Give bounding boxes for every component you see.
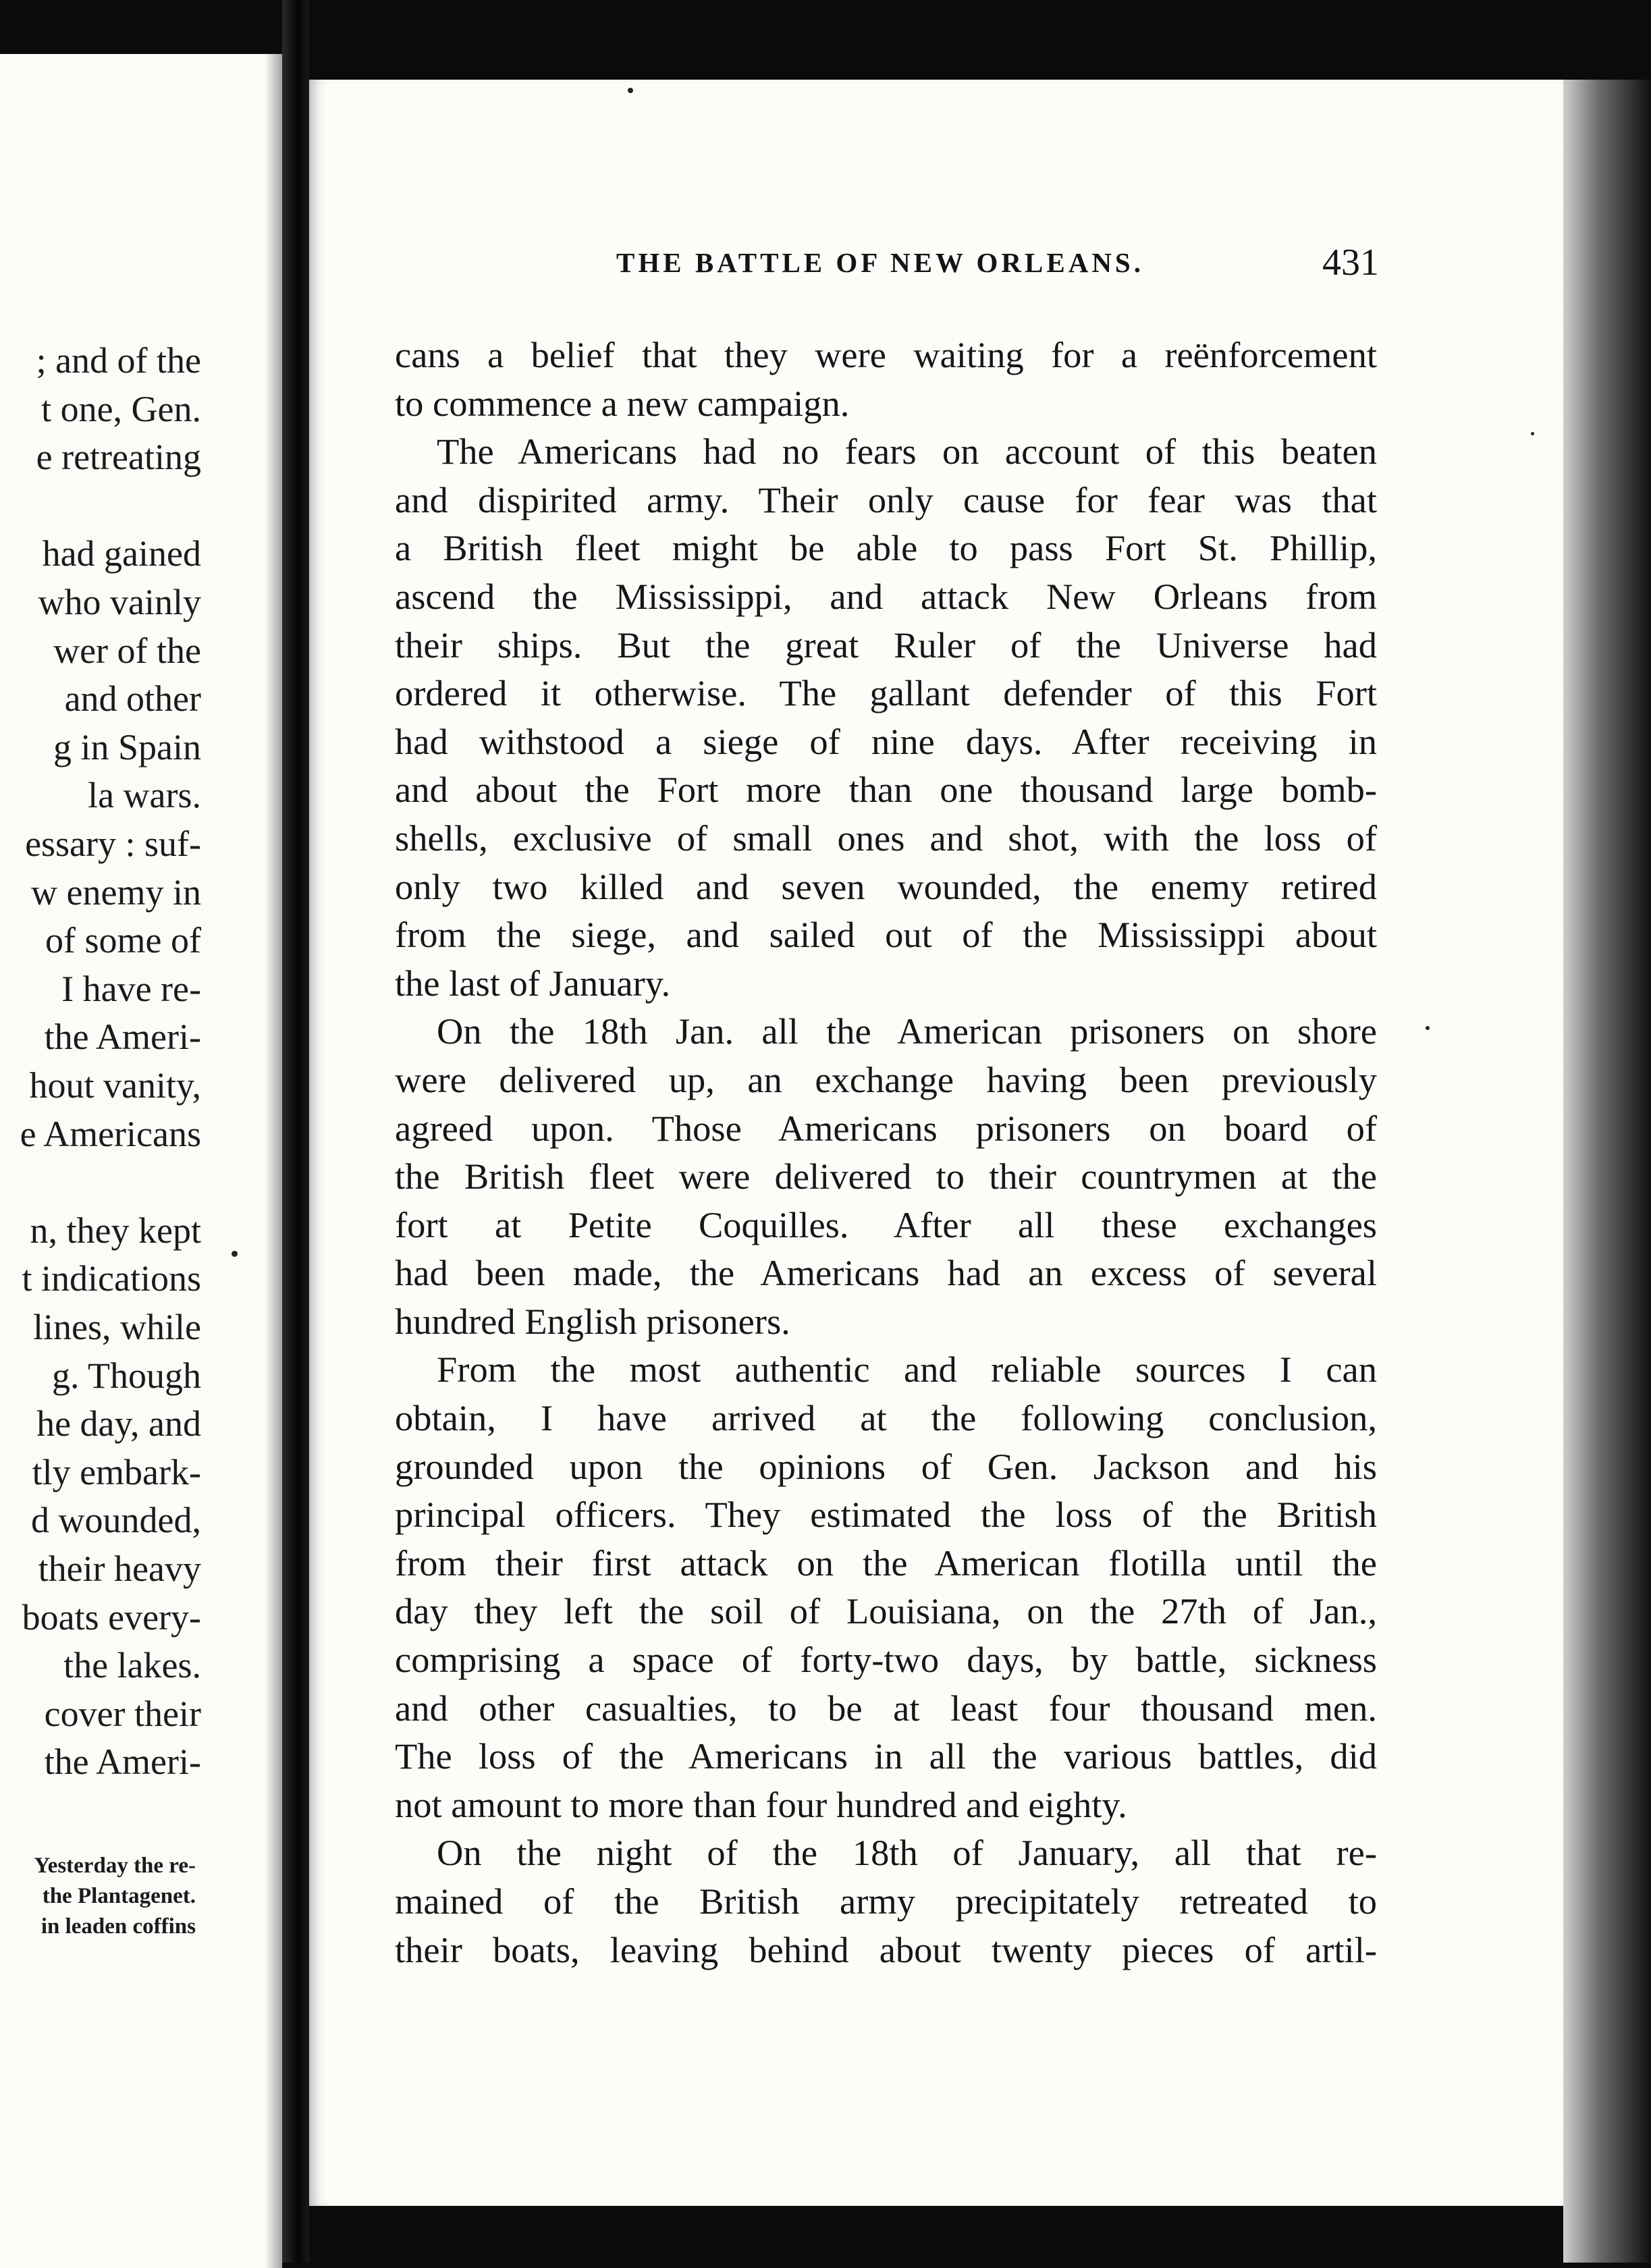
text-line: shells, exclusive of small ones and shot, with the loss of	[395, 817, 1377, 859]
text-line: to commence a new campaign.	[395, 382, 850, 424]
text-line: cans a belief that they were waiting for a reënforcement	[395, 334, 1377, 375]
left-page-line: boats every-	[22, 1596, 201, 1638]
text-line: The Americans had no fears on account of this beaten	[437, 431, 1377, 473]
left-page-line: tly embark-	[32, 1451, 201, 1492]
text-line: obtain, I have arrived at the following conclusion,	[395, 1397, 1377, 1439]
paragraph	[395, 1345, 1377, 1829]
text-line: were delivered up, an exchange having been previously	[395, 1058, 1377, 1100]
scan-speck	[1426, 1026, 1430, 1030]
left-page-line: the lakes.	[63, 1645, 201, 1686]
text-line: had withstood a siege of nine days. After receiving in	[395, 720, 1377, 762]
running-title: THE BATTLE OF NEW ORLEANS.	[616, 247, 1144, 278]
left-page-line: who vainly	[38, 582, 201, 622]
scan-speck	[1531, 432, 1534, 435]
text-line: On the night of the 18th of January, all that re-	[437, 1832, 1377, 1874]
left-page-line: I have re-	[61, 968, 201, 1009]
left-page-line: t indications	[22, 1258, 201, 1299]
text-line: their boats, leaving behind about twenty pieces of artil-	[395, 1928, 1377, 1970]
left-page-line: g in Spain	[53, 726, 201, 767]
text-line: and other casualties, to be at least four thousand men.	[395, 1687, 1377, 1729]
paragraph	[395, 331, 1377, 427]
left-page-line: had gained	[42, 533, 201, 574]
left-page-line: essary : suf-	[25, 824, 201, 864]
text-line: their ships. But the great Ruler of the Universe had	[395, 624, 1377, 666]
left-page-line: their heavy	[38, 1548, 201, 1589]
left-page-line: g. Though	[51, 1355, 201, 1396]
body-text	[395, 331, 1377, 1974]
text-line: day they left the soil of Louisiana, on the 27th of Jan.,	[395, 1590, 1377, 1632]
page-edge-shadow	[1563, 80, 1651, 2263]
text-line: fort at Petite Coquilles. After all these exchanges	[395, 1204, 1377, 1245]
left-page-line: ; and of the	[36, 340, 201, 381]
left-page-line: cover their	[44, 1693, 201, 1734]
text-line: principal officers. They estimated the loss of the British	[395, 1494, 1377, 1536]
text-line: ascend the Mississippi, and attack New Orleans from	[395, 575, 1377, 617]
text-line: ordered it otherwise. The gallant defender of this Fort	[395, 672, 1377, 714]
text-line: had been made, the Americans had an excess of several	[395, 1252, 1377, 1294]
text-line: and about the Fort more than one thousand large bomb-	[395, 769, 1377, 811]
book-gutter	[282, 0, 309, 2263]
text-line: the last of January.	[395, 962, 671, 1004]
text-line: mained of the British army precipitately retreated to	[395, 1881, 1377, 1922]
left-footnote-line: in leaden coffins	[40, 1914, 196, 1939]
left-page-line: the Ameri-	[44, 1742, 201, 1783]
left-page-footnote	[34, 1851, 196, 1942]
text-line: from their first attack on the American flotilla until the	[395, 1542, 1377, 1584]
scan-speck	[628, 88, 633, 93]
paragraph	[395, 1007, 1377, 1345]
left-page-line: d wounded,	[31, 1500, 201, 1541]
page-number: 431	[1322, 242, 1379, 284]
left-page-line: e retreating	[36, 437, 201, 478]
left-page-line: lines, while	[33, 1307, 201, 1347]
left-footnote-line: the Plantagenet.	[42, 1884, 196, 1908]
scan-speck	[232, 1251, 238, 1257]
left-page-line: n, they kept	[30, 1210, 201, 1251]
text-line: agreed upon. Those Americans prisoners on board of	[395, 1107, 1377, 1149]
left-page-line: t one, Gen.	[41, 388, 201, 429]
left-page-line: wer of the	[53, 630, 201, 671]
left-page-line: e Americans	[20, 1113, 201, 1154]
text-line: only two killed and seven wounded, the enemy retired	[395, 865, 1377, 907]
left-page-line: la wars.	[88, 775, 201, 816]
left-footnote-line: Yesterday the re-	[34, 1854, 196, 1878]
text-line: From the most authentic and reliable sources I can	[437, 1349, 1377, 1390]
text-line: comprising a space of forty-two days, by battle, sickness	[395, 1639, 1377, 1681]
text-line: from the siege, and sailed out of the Mississippi about	[395, 914, 1377, 956]
text-line: and dispirited army. Their only cause for fear was that	[395, 479, 1377, 520]
left-page-line: and other	[64, 678, 201, 720]
text-line: The loss of the Americans in all the various battles, did	[395, 1735, 1377, 1777]
text-line: the British fleet were delivered to their countrymen at the	[395, 1156, 1377, 1197]
text-line: grounded upon the opinions of Gen. Jackson and his	[395, 1445, 1377, 1487]
text-line: not amount to more than four hundred and eighty.	[395, 1783, 1127, 1825]
left-page-line: he day, and	[36, 1403, 201, 1444]
text-line: a British fleet might be able to pass Fort St. Phillip,	[395, 527, 1377, 569]
text-line: On the 18th Jan. all the American prisoners on shore	[437, 1010, 1377, 1052]
left-page-line: of some of	[45, 920, 201, 961]
left-page-line: the Ameri-	[44, 1017, 201, 1058]
paragraph	[395, 427, 1377, 1007]
left-page	[0, 54, 282, 2268]
running-head	[309, 242, 1379, 294]
text-line: hundred English prisoners.	[395, 1300, 790, 1342]
paragraph	[395, 1829, 1377, 1974]
spine-shadow	[265, 54, 282, 2268]
left-page-line: hout vanity,	[29, 1065, 201, 1106]
left-page-line: w enemy in	[31, 871, 201, 913]
